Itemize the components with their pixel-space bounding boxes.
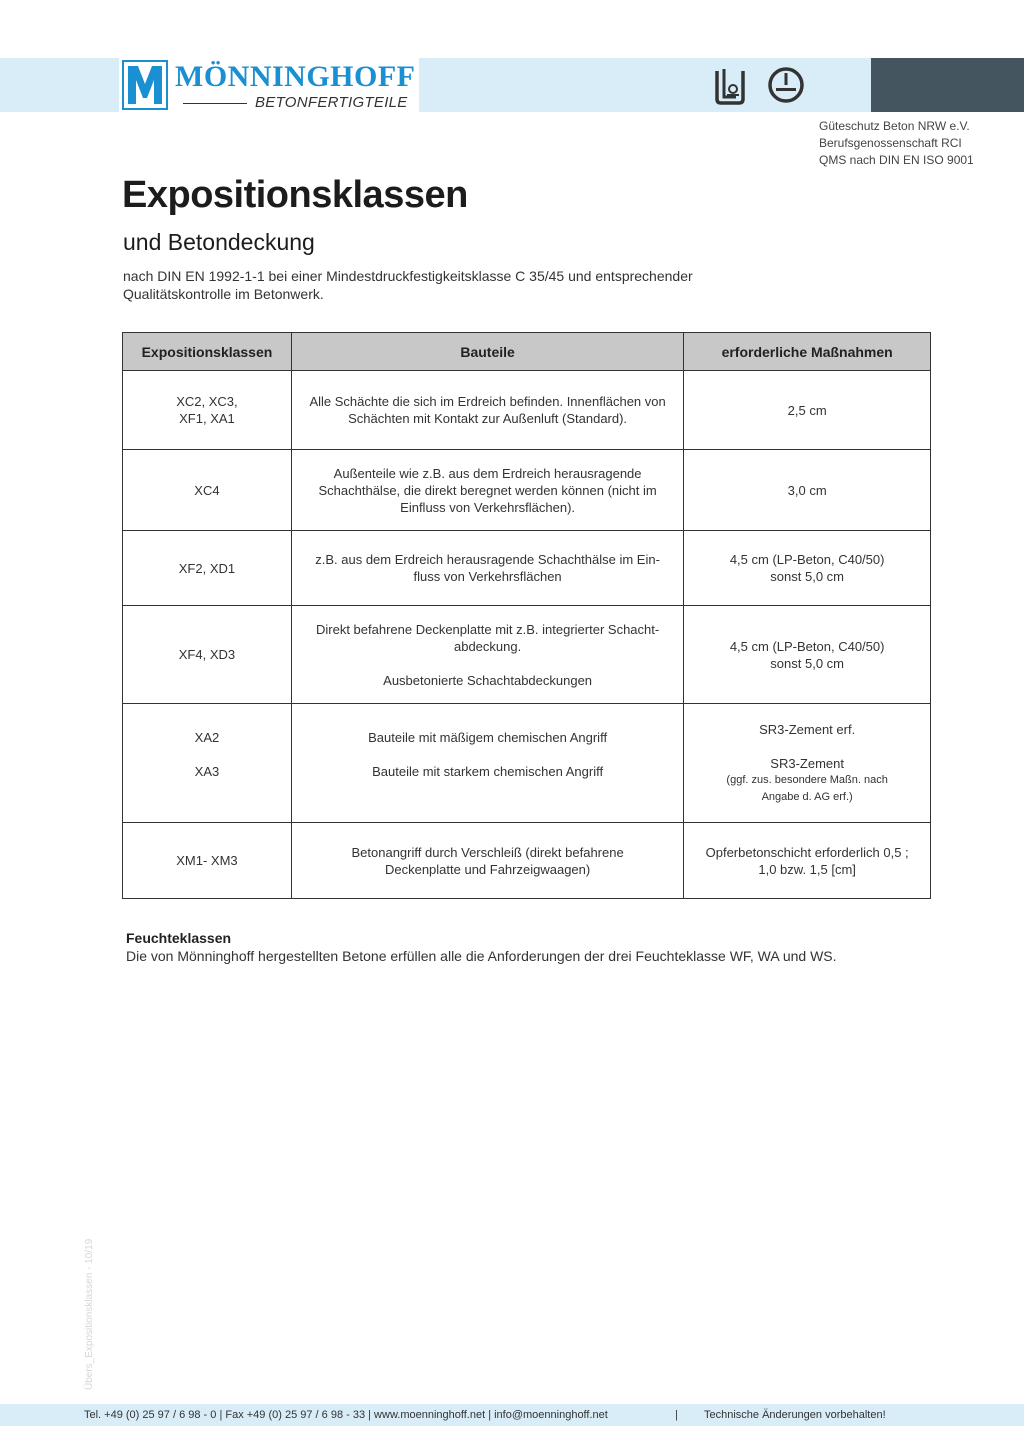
cell-massnahmen: Opferbetonschicht erforderlich 0,5 ; 1,0 bzw. 1,5 [cm] — [684, 823, 931, 899]
cell-bauteile: Bauteile mit mäßigem chemischen Angriff Bauteile mit starkem chemischen Angriff — [291, 704, 683, 823]
certification-item: Güteschutz Beton NRW e.V. — [819, 119, 970, 133]
cell-klasse: XM1- XM3 — [123, 823, 292, 899]
footer — [0, 1404, 1024, 1426]
footer-disclaimer: Technische Änderungen vorbehalten! — [704, 1409, 886, 1421]
cell-massnahmen: SR3-Zement erf. SR3-Zement (ggf. zus. besondere Maßn. nach Angabe d. AG erf.) — [684, 704, 931, 823]
cell-klasse: XC2, XC3, XF1, XA1 — [123, 371, 292, 450]
certification-item: Berufsgenossenschaft RCI — [819, 136, 962, 150]
document-reference: Übers_Expositionsklassen - 10/19 — [84, 1238, 95, 1390]
feuchte-text: Die von Mönninghoff hergestellten Betone erfüllen alle die Anforderungen der drei Feuchteklasse WF, WA und WS. — [126, 948, 837, 964]
cell-bauteile: z.B. aus dem Erdreich herausragende Schachthälse im Ein- fluss von Verkehrsflächen — [291, 531, 683, 606]
table-row — [123, 704, 931, 823]
feuchte-heading: Feuchteklassen — [126, 930, 232, 946]
table-row — [123, 531, 931, 606]
cell-bauteile: Außenteile wie z.B. aus dem Erdreich herausragende Schachthälse, die direkt beregnet werden können (nicht im Einfluss von Verkehrsflächen). — [291, 450, 683, 531]
cell-klasse: XC4 — [123, 450, 292, 531]
quality-seal-icon — [713, 65, 747, 107]
cell-bauteile: Direkt befahrene Deckenplatte mit z.B. integrierter Schacht- abdeckung. Ausbetonierte Schachtabdeckungen — [291, 606, 683, 704]
intro-text — [123, 267, 803, 303]
safety-seal-icon — [766, 65, 806, 105]
company-logo — [119, 58, 419, 112]
table-row — [123, 606, 931, 704]
cell-klasse: XF4, XD3 — [123, 606, 292, 704]
table-row — [123, 371, 931, 450]
column-header-klassen: Expositionsklassen — [123, 333, 292, 371]
logo-divider — [183, 103, 247, 104]
cell-bauteile: Alle Schächte die sich im Erdreich befinden. Innenflächen von Schächten mit Kontakt zur Außenluft (Standard). — [291, 371, 683, 450]
table-row — [123, 823, 931, 899]
intro-line: nach DIN EN 1992-1-1 bei einer Mindestdruckfestigkeitsklasse C 35/45 und entsprechender — [123, 268, 693, 284]
cell-massnahmen: 3,0 cm — [684, 450, 931, 531]
footer-contact: Tel. +49 (0) 25 97 / 6 98 - 0 | Fax +49 (0) 25 97 / 6 98 - 33 | www.moenninghoff.net | info@moenninghoff.net — [84, 1409, 608, 1421]
page-title: Expositionsklassen — [122, 174, 468, 216]
column-header-bauteile: Bauteile — [291, 333, 683, 371]
company-subtitle: BETONFERTIGTEILE — [255, 94, 408, 111]
header-accent-block — [871, 58, 1024, 112]
table-header-row — [123, 333, 931, 371]
table-row — [123, 450, 931, 531]
cell-klasse: XA2 XA3 — [123, 704, 292, 823]
cell-klasse: XF2, XD1 — [123, 531, 292, 606]
certifications — [819, 118, 974, 169]
footer-separator: | — [675, 1409, 678, 1421]
page-subtitle: und Betondeckung — [123, 229, 315, 255]
column-header-massnahmen: erforderliche Maßnahmen — [684, 333, 931, 371]
cell-massnahmen: 2,5 cm — [684, 371, 931, 450]
cell-bauteile: Betonangriff durch Verschleiß (direkt befahrene Deckenplatte und Fahrzeigwaagen) — [291, 823, 683, 899]
cell-massnahmen: 4,5 cm (LP-Beton, C40/50) sonst 5,0 cm — [684, 606, 931, 704]
cell-massnahmen: 4,5 cm (LP-Beton, C40/50) sonst 5,0 cm — [684, 531, 931, 606]
logo-m-icon — [122, 60, 168, 110]
exposure-classes-table — [122, 332, 931, 899]
certification-item: QMS nach DIN EN ISO 9001 — [819, 153, 974, 167]
intro-line: Qualitätskontrolle im Betonwerk. — [123, 286, 324, 302]
company-name: MÖNNINGHOFF — [175, 60, 416, 93]
